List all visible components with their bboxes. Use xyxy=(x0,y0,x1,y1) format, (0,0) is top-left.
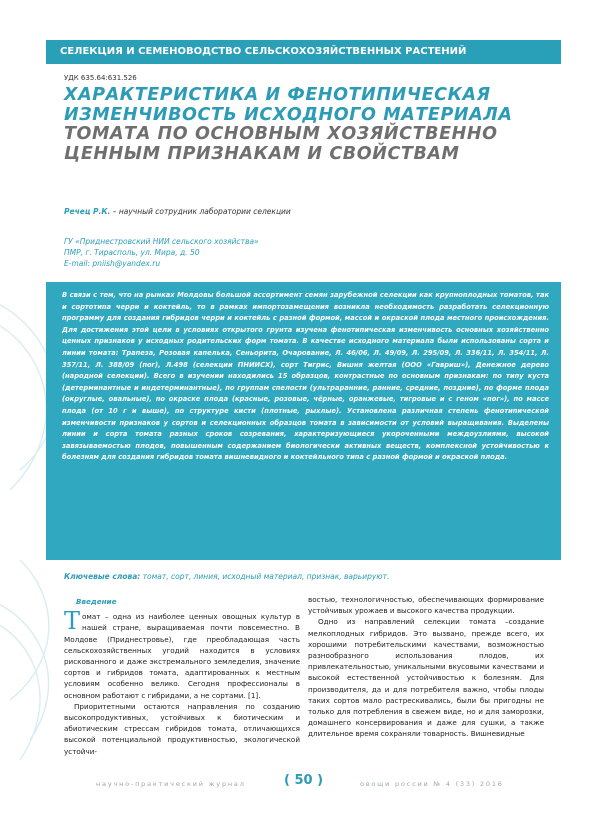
title-line-4: ЦЕННЫМ ПРИЗНАКАМ И СВОЙСТВАМ xyxy=(64,143,460,164)
title-line-3: ТОМАТА ПО ОСНОВНЫМ ХОЗЯЙСТВЕННО xyxy=(64,124,498,144)
section-heading-intro: Введение xyxy=(76,597,117,606)
author-role: – научный сотрудник лаборатории селекции xyxy=(110,207,291,216)
intro-paragraph-1 xyxy=(64,607,300,701)
title-line-2: ИЗМЕНЧИВОСТЬ ИСХОДНОГО МАТЕРИАЛА xyxy=(64,104,513,125)
intro-paragraph-1-text: омат – одна из наиболее ценных овощных культур в нашей стране, выращиваемая почти повсеместно. В Молдове (Приднестровье), где преобладающая часть сельскохозяйственных угодий находится в условиях рискованного и даже экстремального земледелия, значение сортов и гибридов томата, адаптированных к местным условиям особенно велико. Сегодня профессионалы в основном работают с гибридами, а не сортами. [1]. xyxy=(64,612,300,700)
abstract-box: В связи с тем, что на рынках Молдовы большой ассортимент семян зарубежной селекции как крупноплодных томатов, так и сортотипа черри и коктейль, то в рамках импортозамещения возникла необходимость разработать селекционную программу для создания гибридов черри и коктейль с разной формой, массой и окраской плода местного происхождения. Для достижения этой цели в условиях открытого грунта изучена фенотипическая изменчивость основных хозяйственно ценных признаков у исходных родительских форм томата. В качестве исходного материала были использованы сорта и линии томата: Трапеза, Розовая капелька, Сеньорита, Очарование, Л. 46/06, Л. 49/09, Л. 295/09, Л. 336/11, Л. 354/11, Л. 357/11, Л. 388/09 (пог), Л.498 (селекции ПНИИСХ), сорт Тигрис, Вишня желтая (ООО «Гавриш»), Денежное дерево (народной селекции). Всего в изучении находились 15 образцов, контрастные по основным признакам: по типу куста (детерминантные и индетерминантные), по группам спелости (ультраранние, ранние, средние, поздние), по форме плода (округлые, овальные), по окраске плода (красные, розовые, чёрные, оранжевые, тигровые и с геном «пог»), по массе плода (от 10 г и выше), по структуре кисти (плотные, рыхлые). Установлена различная степень фенотипической изменчивости признаков у сортов и селекционных образцов томата в зависимости от условий выращивания. Выделены линии и сорта томата разных сроков созревания, характеризующиеся укороченными междоузлиями, высокой завязываемостью плодов, повышенным содержанием биологически активных веществ, комплексной устойчивостью к болезням для создания гибридов томата вишневидного и коктейльного типа с разной формой и окраской плода. xyxy=(46,282,561,560)
author-name: Речец Р.К. xyxy=(64,207,111,216)
footer-journal-type: научно-практический журнал xyxy=(96,780,246,788)
section-header: СЕЛЕКЦИЯ И СЕМЕНОВОДСТВО СЕЛЬСКОХОЗЯЙСТВЕННЫХ РАСТЕНИЙ xyxy=(46,40,561,64)
drop-cap: Т xyxy=(64,607,81,636)
body-column-right xyxy=(308,594,544,740)
intro-paragraph-2: Приоритетными остаются направления по созданию высокопродуктивных, устойчивых к биотическим и абиотическим стрессам гибридов томата, отличающихся высокой потенциальной продуктивностью, экологической устойчи- xyxy=(64,701,300,756)
right-paragraph-1: востью, технологичностью, обеспечивающих формирование устойчивых урожаев и высокого качества продукции. xyxy=(308,595,544,616)
udk-code: УДК 635.64:631.526 xyxy=(64,74,137,82)
keywords-label: Ключевые слова: xyxy=(64,572,141,581)
article-title xyxy=(64,86,564,164)
affiliation-institute: ГУ «Приднестровский НИИ сельского хозяйства» xyxy=(64,237,259,246)
body-column-left xyxy=(64,594,300,757)
affiliation xyxy=(64,236,259,269)
footer-journal-issue: овощи россии № 4 (33) 2016 xyxy=(360,780,504,788)
page-number: ( 50 ) xyxy=(284,773,324,788)
affiliation-email: E-mail: pniish@yandex.ru xyxy=(64,259,161,268)
right-paragraph-2: Одно из направлений селекции томата –создание мелкоплодных гибридов. Это вызвано, прежде всего, их хорошими потребительскими качествами, возможностью разнообразного использования плодов, их привлекательностью, уникальными вкусовыми качествами и высокой естественной устойчивостью к болезням. Для производителя, да и для потребителя важно, чтобы плоды таких сортов мало растрескивались, были бы пригодны не только для потребления в свежем виде, но и для заморозки, домашнего консервирования и даже для сушки, а также длительное время сохраняли товарность. Вишневидные xyxy=(308,617,544,739)
keywords xyxy=(64,572,389,581)
title-line-1: ХАРАКТЕРИСТИКА И ФЕНОТИПИЧЕСКАЯ xyxy=(64,85,491,105)
affiliation-address: ПМР, г. Тирасполь, ул. Мира, д. 50 xyxy=(64,248,200,257)
author-line xyxy=(64,207,291,216)
keywords-text: томат, сорт, линия, исходный материал, признак, варьируют. xyxy=(140,572,390,581)
